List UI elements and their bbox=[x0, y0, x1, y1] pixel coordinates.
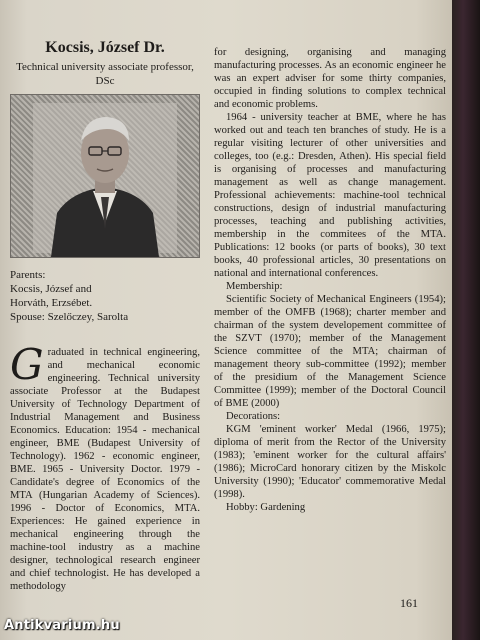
person-title bbox=[10, 60, 200, 88]
portrait-photo bbox=[10, 94, 200, 258]
title-line: Technical university associate professor, bbox=[16, 61, 194, 73]
family-info bbox=[10, 268, 200, 324]
page-number: 161 bbox=[400, 596, 418, 610]
left-column bbox=[10, 38, 200, 593]
book-spine bbox=[452, 0, 480, 640]
career-paragraph: for designing, organising and managing manufacturing processes. As an economic engineer he was an expert adviser for some thirty companies, occupied in finding solutions to complex technical and economic problems. bbox=[214, 47, 446, 110]
parents-label: Parents: bbox=[10, 269, 46, 281]
teaching-paragraph: 1964 - university teacher at BME, where he has worked out and teach ten branches of study. He is a regular visiting lecturer of other universities and colleges, too (e.g.: Dresden, Athen). His special field is organising of processes and manufacturing management as well as change management. Professional achievements: machine-tool technical constructions, design of industrial manufacturing processes, teaching and publishing activities, membership in the commitees of the MTA. Publications: 12 books (or parts of books), 30 text books, 40 professional articles, 30 presentations on national and international conferences. bbox=[214, 112, 446, 279]
person-name: Kocsis, József Dr. bbox=[45, 39, 165, 56]
parent-father: Kocsis, József and bbox=[10, 283, 92, 295]
watermark-logo: Antikvarium.hu bbox=[4, 618, 120, 633]
biography-text bbox=[10, 340, 200, 593]
title-degree: DSc bbox=[95, 75, 115, 87]
decorations-paragraph: KGM 'eminent worker' Medal (1966, 1975); diploma of merit from the Rector of the University (1983); 'eminent worker for the cultural affairs' (1986); MicroCard honorary citizen by the Miskolc University (1990); 'Educator' commemorative Medal (1998). bbox=[214, 424, 446, 500]
decorations-heading: Decorations: bbox=[226, 411, 281, 422]
biography-body: raduated in technical engineering, and mechanical economic engineering. Technical university associate Professor at the Budapest University of Technology Department of Industrial Management and Business Economics. Education: 1954 - mechanical engineer, BME (Budapest University of Technology). 1962 - economic engineer, BME. 1965 - University Doctor. 1979 - Candidate's degree of Economics of the MTA (Hungarian Academy of Sciences). 1996 - Doctor of Economics, MTA. Experiences: He gained experience in mechanical engineering through the machine-tool industry as a machine designer, technological research engineer and chief technologist. He has developed a methodology bbox=[10, 347, 200, 592]
portrait-illustration bbox=[11, 95, 199, 257]
membership-heading: Membership: bbox=[226, 281, 283, 292]
right-column bbox=[214, 46, 446, 514]
drop-cap: G bbox=[10, 340, 44, 389]
parent-mother: Horváth, Erzsébet. bbox=[10, 297, 93, 309]
spouse-info: Spouse: Szelőczey, Sarolta bbox=[10, 311, 129, 323]
hobby-line: Hobby: Gardening bbox=[226, 502, 306, 513]
membership-paragraph: Scientific Society of Mechanical Engineers (1954); member of the OMFB (1968); charter member and chairman of the system developement committee of the SZVT (1970); member of the Management Science committee of the MTA; chairman of management theory sub-committee (1992); member of the presidium of the Management Science Committee (1999); member of the Doctoral Council of BME (2000) bbox=[214, 294, 446, 409]
